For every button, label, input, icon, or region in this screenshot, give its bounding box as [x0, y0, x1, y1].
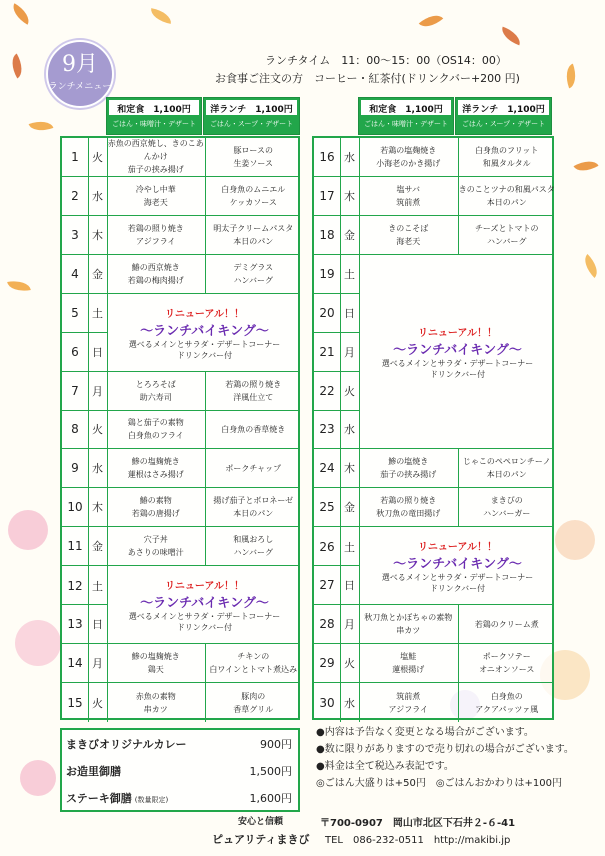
viking-a: リニューアル！！: [418, 542, 497, 554]
leaf-decoration: [573, 155, 598, 176]
weekday: 木: [340, 449, 360, 487]
dish-line: ポークチャップ: [225, 463, 282, 473]
weekday: 火: [340, 372, 360, 411]
dish-line: 塩鮭: [400, 652, 417, 662]
dish-line: 鶏天: [147, 665, 164, 675]
dish-line: 塩サバ: [396, 184, 421, 194]
lunch-time-line: ランチタイム 11：00～15：00（OS14：00）: [265, 54, 507, 67]
lunch-viking-block: [107, 305, 302, 361]
price-value: 1,600円: [249, 792, 292, 805]
dish-line: まきびの: [490, 496, 523, 506]
dish-line: 本日のパン: [486, 197, 527, 207]
dish-line: 海老天: [396, 236, 421, 246]
lunch-viking-block: [359, 538, 556, 594]
weekday: 木: [88, 488, 108, 526]
dish-line: きのことツナの和風パスタ: [458, 184, 555, 194]
dish-line: ハンバーグ: [487, 236, 527, 246]
day-number: 18: [314, 216, 341, 254]
lunch-viking-block: [107, 577, 302, 633]
weekday: 火: [88, 138, 108, 176]
leaf-decoration: [579, 254, 603, 278]
weekday: 水: [340, 411, 360, 449]
viking-a: リニューアル！！: [165, 308, 244, 320]
flower-decoration: [8, 510, 48, 550]
dish-line: 本日のパン: [486, 470, 527, 480]
menu-row: [314, 683, 552, 722]
left-column-header: [106, 97, 300, 135]
day-number: 28: [314, 605, 341, 643]
dish-line: 串カツ: [143, 704, 168, 714]
dish-line: 白身魚のフリット: [475, 145, 539, 155]
right-column-header: [358, 97, 552, 135]
leaf-decoration: [7, 278, 31, 294]
dish-line: とろろそば: [135, 379, 176, 389]
dish-line: 海老天: [143, 197, 168, 207]
dish-line: 鶏と茄子の素物: [127, 418, 184, 428]
dish-line: 鯵の塩焼き: [388, 457, 429, 467]
weekday: 木: [88, 216, 108, 254]
yoshoku-cell: [205, 449, 303, 487]
viking-c: 選べるメインとサラダ・デザートコーナー: [381, 359, 534, 369]
weekday: 水: [88, 177, 108, 215]
drink-info-line: お食事ご注文の方 コーヒー・紅茶付(ドリンクバー+200 円): [215, 72, 520, 85]
dish-line: 筑前煮: [396, 197, 421, 207]
dish-line: 助六寿司: [139, 392, 172, 402]
leaf-decoration: [149, 8, 173, 24]
viking-b: ～ランチバイキング～: [393, 343, 522, 359]
teishoku-cell: [107, 255, 206, 293]
day-number: 7: [62, 372, 89, 410]
teishoku-cell: [107, 449, 206, 487]
menu-row: [314, 138, 552, 177]
dish-line: あさりの味噌汁: [127, 548, 184, 558]
dish-line: オニオンソース: [479, 665, 535, 675]
day-number: 8: [62, 411, 89, 449]
menu-row: [62, 216, 298, 255]
yoshoku-cell: [205, 138, 303, 176]
dish-line: きのこそば: [388, 223, 429, 233]
weekday: 月: [88, 644, 108, 682]
weekday: 水: [340, 138, 360, 176]
day-number: 30: [314, 683, 341, 722]
weekday: 日: [340, 566, 360, 604]
leaf-decoration: [562, 64, 581, 89]
viking-b: ～ランチバイキング～: [140, 323, 269, 339]
yoshoku-title: 洋ランチ 1,100円: [458, 100, 549, 115]
day-number: 9: [62, 449, 89, 487]
day-number: 21: [314, 333, 341, 372]
dish-line: 白身魚の: [490, 691, 523, 701]
weekday: 土: [88, 294, 108, 333]
weekday: 金: [340, 216, 360, 254]
menu-row: [62, 138, 298, 177]
dish-line: 秋刀魚とかぼちゃの素物: [364, 613, 453, 623]
dish-line: ハンバーグ: [233, 275, 273, 285]
leaf-decoration: [29, 117, 54, 136]
menu-row: [62, 644, 298, 683]
menu-row: [62, 372, 298, 411]
dish-line: 明太子クリームパスタ: [213, 223, 294, 233]
dish-line: 鯵の塩麹焼き: [131, 457, 180, 467]
teishoku-cell: [359, 216, 459, 254]
day-number: 25: [314, 488, 341, 526]
menu-row: [62, 411, 298, 450]
leaf-decoration: [499, 27, 524, 46]
price-name: お造里御膳: [66, 765, 121, 778]
menu-row: [314, 605, 552, 644]
day-number: 1: [62, 138, 89, 176]
day-number: 20: [314, 294, 341, 333]
dish-line: チキンの: [237, 652, 270, 662]
viking-d: ドリンクバー付: [176, 623, 233, 633]
viking-c: 選べるメインとサラダ・デザートコーナー: [128, 612, 281, 622]
dish-line: チーズとトマトの: [474, 223, 539, 233]
price-note: (数量限定): [134, 796, 169, 804]
dish-line: 鰆の西京焼き: [131, 262, 180, 272]
dish-line: 白身魚のムニエル: [221, 184, 286, 194]
dish-line: 若鶏の唐揚げ: [131, 509, 180, 519]
dish-line: 白ワインとトマト煮込み: [209, 665, 298, 675]
day-number: 13: [62, 605, 89, 643]
day-number: 14: [62, 644, 89, 682]
teishoku-cell: [107, 411, 206, 449]
dish-line: アジフライ: [136, 236, 176, 246]
weekday: 火: [88, 683, 108, 722]
footer-address: 〒700-0907 岡山市北区下石井２-６-41: [320, 818, 516, 829]
yoshoku-title: 洋ランチ 1,100円: [206, 100, 297, 115]
yoshoku-cell: [205, 527, 303, 565]
footer-name: ピュアリティまきび: [212, 833, 310, 846]
dish-line: 茄子の挟み揚げ: [127, 165, 184, 175]
dish-line: アクアパッツァ風: [475, 704, 539, 714]
weekday: 金: [340, 488, 360, 526]
notes: [316, 724, 574, 792]
yoshoku-sub: ごはん・スープ・デザート: [456, 119, 551, 129]
menu-row: [62, 683, 298, 722]
teishoku-cell: [107, 527, 206, 565]
leaf-decoration: [419, 9, 444, 32]
teishoku-sub: ごはん・味噌汁・デザート: [359, 119, 453, 129]
teishoku-cell: [107, 216, 206, 254]
teishoku-cell: [107, 488, 206, 526]
teishoku-cell: [107, 138, 206, 176]
flower-decoration: [555, 520, 595, 560]
day-number: 3: [62, 216, 89, 254]
viking-c: 選べるメインとサラダ・デザートコーナー: [128, 339, 281, 349]
viking-b: ～ランチバイキング～: [140, 596, 269, 612]
menu-row: [314, 449, 552, 488]
day-number: 27: [314, 566, 341, 604]
day-number: 15: [62, 683, 89, 722]
day-number: 26: [314, 527, 341, 566]
weekday: 日: [340, 294, 360, 333]
right-menu-table: [312, 136, 554, 720]
teishoku-title: 和定食 1,100円: [109, 100, 199, 115]
menu-row: [62, 177, 298, 216]
dish-line: 香草グリル: [233, 704, 274, 714]
weekday: 金: [88, 255, 108, 293]
note-3: ●料金は全て税込み表記です。: [316, 761, 454, 772]
teishoku-cell: [359, 177, 459, 215]
day-number: 11: [62, 527, 89, 565]
dish-line: ケッカソース: [229, 197, 277, 207]
dish-line: 蓮根揚げ: [392, 665, 425, 675]
yoshoku-cell: [205, 488, 303, 526]
dish-line: 若鶏のクリーム煮: [474, 619, 539, 629]
menu-row: [314, 411, 552, 450]
dish-line: 蓮根はさみ揚げ: [127, 470, 184, 480]
teishoku-cell: [359, 488, 459, 526]
dish-line: 和風おろし: [233, 535, 274, 545]
price-row-steak: [62, 784, 298, 810]
note-1: ●内容は予告なく変更となる場合がございます。: [316, 727, 534, 738]
dish-line: ポークソテー: [482, 652, 531, 662]
teishoku-cell: [107, 683, 206, 722]
yoshoku-cell: [205, 411, 303, 449]
dish-line: アジフライ: [388, 704, 428, 714]
footer-slogan: 安心と信頼: [238, 817, 284, 827]
teishoku-cell: [359, 644, 459, 682]
day-number: 19: [314, 255, 341, 294]
dish-line: 若鶏の塩麹焼き: [380, 145, 437, 155]
leaf-decoration: [6, 53, 27, 78]
day-number: 5: [62, 294, 89, 333]
weekday: 土: [340, 255, 360, 294]
viking-b: ～ランチバイキング～: [393, 557, 522, 573]
weekday: 土: [88, 566, 108, 605]
dish-line: 白身魚のフライ: [127, 431, 184, 441]
weekday: 水: [340, 683, 360, 722]
weekday: 木: [340, 177, 360, 215]
weekday: 水: [88, 449, 108, 487]
teishoku-header: [106, 97, 202, 135]
dish-line: 冷やし中華: [135, 184, 176, 194]
yoshoku-sub: ごはん・スープ・デザート: [204, 119, 299, 129]
leaf-decoration: [8, 3, 33, 24]
price-row-sashimi: [62, 757, 298, 783]
viking-d: ドリンクバー付: [176, 350, 233, 360]
weekday: 日: [88, 605, 108, 643]
yoshoku-cell: [205, 372, 303, 410]
dish-line: 秋刀魚の竜田揚げ: [376, 509, 441, 519]
dish-line: 鯵の塩麹焼き: [131, 652, 180, 662]
yoshoku-cell: [458, 605, 557, 643]
yoshoku-cell: [458, 216, 557, 254]
dish-line: デミグラス: [233, 262, 274, 272]
dish-line: 鰆の素物: [139, 496, 172, 506]
menu-row: [314, 216, 552, 255]
weekday: 月: [88, 372, 108, 410]
flower-decoration: [15, 620, 61, 666]
dish-line: 赤魚の素物: [135, 691, 176, 701]
footer-contact: TEL 086-232-0511 http://makibi.jp: [325, 835, 511, 846]
day-number: 17: [314, 177, 341, 215]
dish-line: 洋風仕立て: [233, 392, 274, 402]
day-number: 10: [62, 488, 89, 526]
dish-line: ハンバーガー: [483, 509, 531, 519]
day-number: 16: [314, 138, 341, 176]
day-number: 2: [62, 177, 89, 215]
day-number: 29: [314, 644, 341, 682]
menu-row: [314, 644, 552, 683]
day-number: 6: [62, 333, 89, 371]
viking-a: リニューアル！！: [418, 328, 497, 340]
menu-row: [314, 488, 552, 527]
teishoku-cell: [107, 177, 206, 215]
day-number: 12: [62, 566, 89, 605]
teishoku-cell: [107, 644, 206, 682]
yoshoku-header: [203, 97, 300, 135]
dish-line: 若鶏の照り焼き: [380, 496, 437, 506]
dish-line: 生姜ソース: [233, 158, 274, 168]
flower-decoration: [20, 760, 56, 796]
dish-line: 穴子丼: [143, 535, 168, 545]
dish-line: 揚げ茄子とボロネーゼ: [213, 496, 294, 506]
dish-line: 筑前煮: [396, 691, 421, 701]
yoshoku-cell: [205, 683, 303, 722]
dish-line: 串カツ: [396, 626, 421, 636]
yoshoku-cell: [458, 177, 557, 215]
viking-a: リニューアル！！: [165, 581, 244, 593]
teishoku-cell: [107, 372, 206, 410]
menu-row: [62, 449, 298, 488]
month-sub-label: ランチメニュー: [48, 82, 112, 92]
menu-row: [62, 488, 298, 527]
dish-line: 若鶏の照り焼き: [225, 379, 282, 389]
teishoku-cell: [359, 449, 459, 487]
yoshoku-header: [455, 97, 552, 135]
weekday: 月: [340, 333, 360, 372]
price-value: 900円: [260, 738, 292, 751]
dish-line: 和風タルタル: [482, 158, 531, 168]
weekday: 金: [88, 527, 108, 565]
weekday: 土: [340, 527, 360, 566]
note-2: ●数に限りがありますので売り切れの場合がございます。: [316, 744, 574, 755]
weekday: 月: [340, 605, 360, 643]
yoshoku-cell: [458, 488, 557, 526]
note-4: ◎ごはん大盛りは+50円 ◎ごはんおかわりは+100円: [316, 778, 563, 789]
yoshoku-cell: [458, 138, 557, 176]
dish-line: じゃこのペペロンチーノ: [462, 457, 551, 467]
yoshoku-cell: [205, 255, 303, 293]
yoshoku-cell: [205, 177, 303, 215]
viking-d: ドリンクバー付: [429, 584, 486, 594]
dish-line: ハンバーグ: [233, 548, 273, 558]
teishoku-title: 和定食 1,100円: [361, 100, 451, 115]
menu-row: [62, 255, 298, 294]
yoshoku-cell: [458, 683, 557, 722]
left-menu-table: [60, 136, 300, 720]
dish-line: 豚肉の: [241, 691, 266, 701]
dish-line: 白身魚の香草焼き: [221, 424, 286, 434]
dish-line: 若鶏の照り焼き: [127, 223, 184, 233]
dish-line: 赤魚の西京焼し、きのこあんかけ: [107, 139, 204, 162]
price-box: [60, 728, 300, 812]
yoshoku-cell: [458, 644, 557, 682]
dish-line: 本日のパン: [233, 236, 274, 246]
dish-line: 若鶏の梅肉揚げ: [127, 275, 184, 285]
price-name: まきびオリジナルカレー: [66, 738, 187, 751]
month-badge: [46, 40, 114, 108]
teishoku-cell: [359, 605, 459, 643]
month-label: 9月: [62, 52, 98, 77]
yoshoku-cell: [205, 644, 303, 682]
day-number: 4: [62, 255, 89, 293]
day-number: 23: [314, 411, 341, 449]
dish-line: 茄子の挟み揚げ: [380, 470, 437, 480]
teishoku-cell: [359, 138, 459, 176]
viking-c: 選べるメインとサラダ・デザートコーナー: [381, 573, 534, 583]
menu-row: [314, 255, 552, 294]
lunch-viking-block: [359, 324, 556, 380]
teishoku-cell: [359, 683, 459, 722]
menu-row: [314, 177, 555, 216]
day-number: 22: [314, 372, 341, 411]
price-name: ステーキ御膳 (数量限定): [66, 792, 169, 805]
dish-line: 豚ロースの: [233, 145, 274, 155]
weekday: 火: [340, 644, 360, 682]
dish-line: 小海老のかき揚げ: [376, 158, 441, 168]
teishoku-sub: ごはん・味噌汁・デザート: [107, 119, 201, 129]
price-row-curry: [62, 730, 298, 756]
yoshoku-cell: [458, 449, 557, 487]
yoshoku-cell: [205, 216, 303, 254]
price-value: 1,500円: [249, 765, 292, 778]
weekday: 火: [88, 411, 108, 449]
weekday: 日: [88, 333, 108, 371]
menu-row: [62, 527, 298, 566]
day-number: 24: [314, 449, 341, 487]
viking-d: ドリンクバー付: [429, 370, 486, 380]
dish-line: 本日のパン: [233, 509, 274, 519]
teishoku-header: [358, 97, 454, 135]
